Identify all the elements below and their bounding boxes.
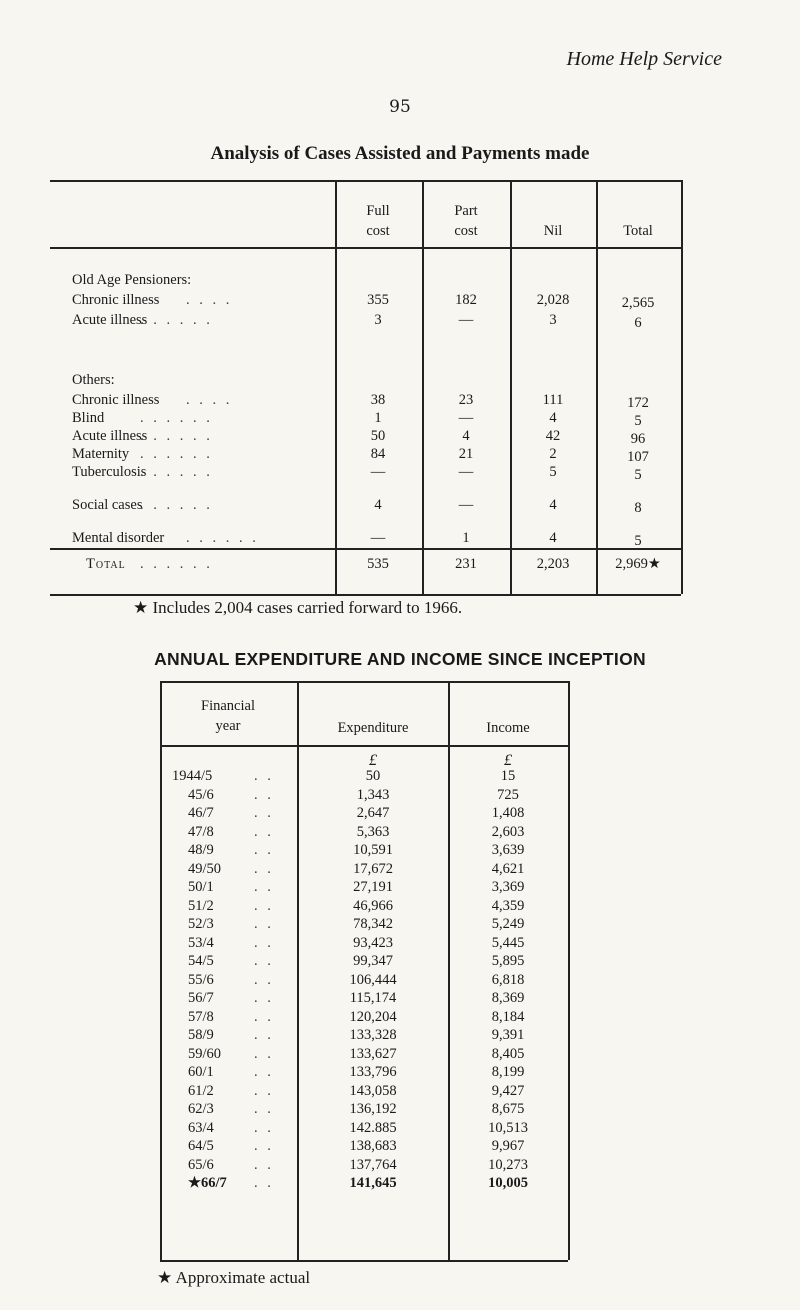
year-cell: 62/3 <box>188 1101 214 1117</box>
table1-header-1: Full <box>366 203 390 219</box>
year-cell: 59/60 <box>188 1045 222 1062</box>
income-cell: 9,391 <box>491 1027 525 1043</box>
value-cell: 182 <box>455 292 477 308</box>
leader-dots: . . <box>254 768 274 784</box>
table1-col-rule-3 <box>510 180 512 594</box>
row-label: Chronic illness <box>72 292 160 308</box>
value-cell: 8 <box>634 500 642 516</box>
income-cell: 3,369 <box>491 879 525 895</box>
section-heading: Old Age Pensioners: <box>72 272 192 288</box>
leader-dots: . . <box>254 1064 274 1080</box>
value-cell: — <box>370 464 386 480</box>
table1-right-rule <box>681 180 683 594</box>
year-cell: 60/1 <box>188 1064 214 1080</box>
year-cell: 1944/5 <box>172 768 213 784</box>
table1-col-rule-1 <box>335 180 337 594</box>
value-cell: — <box>458 464 474 480</box>
table1-total-rule <box>50 548 681 550</box>
value-cell: 4 <box>549 530 557 546</box>
value-cell: — <box>458 410 474 426</box>
leader-dots: . . <box>254 1175 274 1191</box>
table1-header-3: Nil <box>543 223 563 239</box>
expenditure-cell: 46,966 <box>353 897 393 914</box>
expenditure-cell: 2,647 <box>356 805 390 821</box>
leader-dots: . . <box>254 1082 274 1099</box>
leader-dots: . . . . . . <box>140 556 213 572</box>
income-cell: 6,818 <box>491 971 525 988</box>
expenditure-cell: 93,423 <box>353 934 393 951</box>
year-cell: 52/3 <box>188 916 214 932</box>
total-label: Total <box>86 556 126 572</box>
value-cell: 1 <box>374 410 382 426</box>
expenditure-cell: 138,683 <box>349 1138 397 1154</box>
row-label: Acute illness <box>72 312 148 328</box>
table2-title: ANNUAL EXPENDITURE AND INCOME SINCE INCEPTION <box>154 649 646 669</box>
income-cell: 10,005 <box>488 1175 528 1191</box>
table2-col-rule-2 <box>448 681 450 1260</box>
value-cell: 4 <box>462 428 470 444</box>
leader-dots: . . <box>254 1119 274 1136</box>
value-cell: 2,028 <box>536 292 570 308</box>
leader-dots: . . . . . . <box>186 530 259 546</box>
income-cell: 8,675 <box>491 1101 525 1117</box>
leader-dots: . . <box>254 1138 274 1154</box>
table2-header-1: Financial <box>201 698 255 714</box>
year-cell: 61/2 <box>188 1082 214 1099</box>
leader-dots: . . . . . . <box>140 446 213 462</box>
income-cell: 725 <box>497 786 519 803</box>
income-cell: 8,199 <box>491 1064 525 1080</box>
value-cell: 5 <box>549 464 557 480</box>
page-number: 95 <box>389 97 411 117</box>
expenditure-cell: 141,645 <box>349 1175 397 1191</box>
expenditure-cell: 143,058 <box>349 1082 397 1099</box>
expenditure-cell: 50 <box>365 768 381 784</box>
leader-dots: . . <box>254 879 274 895</box>
leader-dots: . . . . . . <box>140 428 213 444</box>
table1-col-rule-2 <box>422 180 424 594</box>
value-cell: 96 <box>630 431 646 447</box>
table1-col-rule-4 <box>596 180 598 594</box>
year-cell: 46/7 <box>188 805 214 821</box>
income-cell: 5,445 <box>491 934 525 951</box>
leader-dots: . . <box>254 1008 274 1025</box>
leader-dots: . . <box>254 990 274 1006</box>
income-cell: 8,369 <box>491 990 525 1006</box>
income-cell: 9,967 <box>491 1138 525 1154</box>
leader-dots: . . <box>254 1101 274 1117</box>
table1-header-1: cost <box>366 223 390 239</box>
row-label: Tuberculosis <box>72 464 147 480</box>
expenditure-cell: 1,343 <box>356 786 390 803</box>
year-cell: 55/6 <box>188 971 214 988</box>
table2-footnote: ★ Approximate actual <box>157 1268 311 1287</box>
total-value: 2,203 <box>536 556 570 572</box>
year-cell: 53/4 <box>188 934 214 951</box>
leader-dots: . . <box>254 1045 274 1062</box>
value-cell: — <box>370 530 386 546</box>
income-cell: 4,621 <box>491 860 525 877</box>
expenditure-cell: 78,342 <box>353 916 393 932</box>
row-label: Maternity <box>72 446 130 462</box>
table1-title: Analysis of Cases Assisted and Payments made <box>210 143 590 164</box>
value-cell: 23 <box>458 392 474 408</box>
value-cell: 38 <box>370 392 386 408</box>
expenditure-cell: 115,174 <box>349 990 397 1006</box>
year-cell: 51/2 <box>188 897 214 914</box>
value-cell: 5 <box>634 413 642 429</box>
year-cell: ★66/7 <box>188 1175 227 1191</box>
expenditure-cell: 106,444 <box>349 971 397 988</box>
expenditure-cell: 17,672 <box>353 860 393 877</box>
income-cell: 9,427 <box>491 1082 525 1099</box>
income-cell: 5,249 <box>491 916 525 932</box>
table1-top-rule <box>50 180 681 182</box>
expenditure-cell: 27,191 <box>353 879 393 895</box>
leader-dots: . . <box>254 916 274 932</box>
year-cell: 48/9 <box>188 842 214 858</box>
table1-header-2: cost <box>454 223 478 239</box>
value-cell: 2 <box>549 446 557 462</box>
expenditure-cell: 120,204 <box>349 1008 397 1025</box>
row-label: Chronic illness <box>72 392 160 408</box>
leader-dots: . . <box>254 786 274 803</box>
leader-dots: . . . . . . <box>140 497 213 513</box>
table2-header-2: Expenditure <box>337 720 409 736</box>
expenditure-cell: 133,328 <box>349 1027 397 1043</box>
value-cell: — <box>458 312 474 328</box>
leader-dots: . . <box>254 953 274 969</box>
value-cell: 84 <box>370 446 386 462</box>
value-cell: 50 <box>370 428 386 444</box>
table2-top-rule <box>160 681 568 683</box>
income-cell: 5,895 <box>491 953 525 969</box>
currency-symbol: £ <box>504 752 512 769</box>
income-cell: 15 <box>500 768 516 784</box>
income-cell: 8,184 <box>491 1008 525 1025</box>
leader-dots: . . <box>254 1027 274 1043</box>
year-cell: 58/9 <box>188 1027 214 1043</box>
income-cell: 3,639 <box>491 842 525 858</box>
total-value: 535 <box>367 556 389 572</box>
year-cell: 50/1 <box>188 879 214 895</box>
income-cell: 1,408 <box>491 805 525 821</box>
currency-symbol: £ <box>369 752 377 769</box>
table2-right-rule <box>568 681 570 1260</box>
expenditure-cell: 137,764 <box>349 1156 397 1173</box>
value-cell: 1 <box>462 530 470 546</box>
year-cell: 56/7 <box>188 990 214 1006</box>
year-cell: 65/6 <box>188 1156 214 1173</box>
leader-dots: . . . . . . <box>140 312 213 328</box>
leader-dots: . . . . <box>186 392 233 408</box>
total-value: 2,969★ <box>615 556 661 572</box>
income-cell: 2,603 <box>491 823 525 840</box>
table2-bottom-rule <box>160 1260 568 1262</box>
value-cell: 4 <box>549 410 557 426</box>
leader-dots: . . <box>254 897 274 914</box>
row-label: Acute illness <box>72 428 148 444</box>
expenditure-cell: 136,192 <box>349 1101 397 1117</box>
value-cell: — <box>458 497 474 513</box>
section-heading: Others: <box>72 372 115 388</box>
table1-bottom-rule <box>50 594 681 596</box>
table1-footnote: ★ Includes 2,004 cases carried forward to 1966. <box>133 598 463 617</box>
leader-dots: . . <box>254 860 274 877</box>
year-cell: 63/4 <box>188 1119 214 1136</box>
value-cell: 2,565 <box>621 295 655 311</box>
leader-dots: . . <box>254 971 274 988</box>
table2-col-rule-1 <box>297 681 299 1260</box>
table2-left-rule <box>160 681 162 1260</box>
leader-dots: . . <box>254 823 274 840</box>
income-cell: 10,273 <box>488 1156 528 1173</box>
year-cell: 49/50 <box>188 860 222 877</box>
year-cell: 54/5 <box>188 953 214 969</box>
leader-dots: . . <box>254 805 274 821</box>
expenditure-cell: 5,363 <box>356 823 390 840</box>
value-cell: 21 <box>458 446 474 462</box>
leader-dots: . . <box>254 934 274 951</box>
value-cell: 5 <box>634 533 642 549</box>
value-cell: 107 <box>627 449 649 465</box>
value-cell: 6 <box>634 315 642 331</box>
year-cell: 45/6 <box>188 786 214 803</box>
expenditure-cell: 133,796 <box>349 1064 397 1080</box>
leader-dots: . . <box>254 842 274 858</box>
leader-dots: . . <box>254 1156 274 1173</box>
year-cell: 47/8 <box>188 823 214 840</box>
expenditure-cell: 99,347 <box>353 953 393 969</box>
row-label: Mental disorder <box>72 530 165 546</box>
value-cell: 5 <box>634 467 642 483</box>
table1-header-4: Total <box>623 223 653 239</box>
row-label: Blind <box>72 410 105 426</box>
table2-header-3: Income <box>486 720 530 736</box>
table2-header-rule <box>160 745 568 747</box>
value-cell: 4 <box>374 497 382 513</box>
year-cell: 57/8 <box>188 1008 214 1025</box>
value-cell: 4 <box>549 497 557 513</box>
income-cell: 4,359 <box>491 897 525 914</box>
row-label: Social cases <box>72 497 143 513</box>
table1-header-2: Part <box>454 203 478 219</box>
value-cell: 3 <box>549 312 557 328</box>
table2-header-1: year <box>215 718 241 734</box>
value-cell: 172 <box>627 395 649 411</box>
expenditure-cell: 10,591 <box>353 842 393 858</box>
value-cell: 111 <box>542 392 564 408</box>
income-cell: 10,513 <box>488 1119 528 1136</box>
value-cell: 355 <box>367 292 389 308</box>
value-cell: 42 <box>545 428 561 444</box>
value-cell: 3 <box>374 312 382 328</box>
table1-header-rule <box>50 247 681 249</box>
leader-dots: . . . . <box>186 292 233 308</box>
running-head: Home Help Service <box>566 48 722 70</box>
total-value: 231 <box>455 556 477 572</box>
income-cell: 8,405 <box>491 1045 525 1062</box>
leader-dots: . . . . . . <box>140 464 213 480</box>
year-cell: 64/5 <box>188 1138 214 1154</box>
expenditure-cell: 142.885 <box>349 1119 397 1136</box>
leader-dots: . . . . . . <box>140 410 213 426</box>
expenditure-cell: 133,627 <box>349 1045 397 1062</box>
